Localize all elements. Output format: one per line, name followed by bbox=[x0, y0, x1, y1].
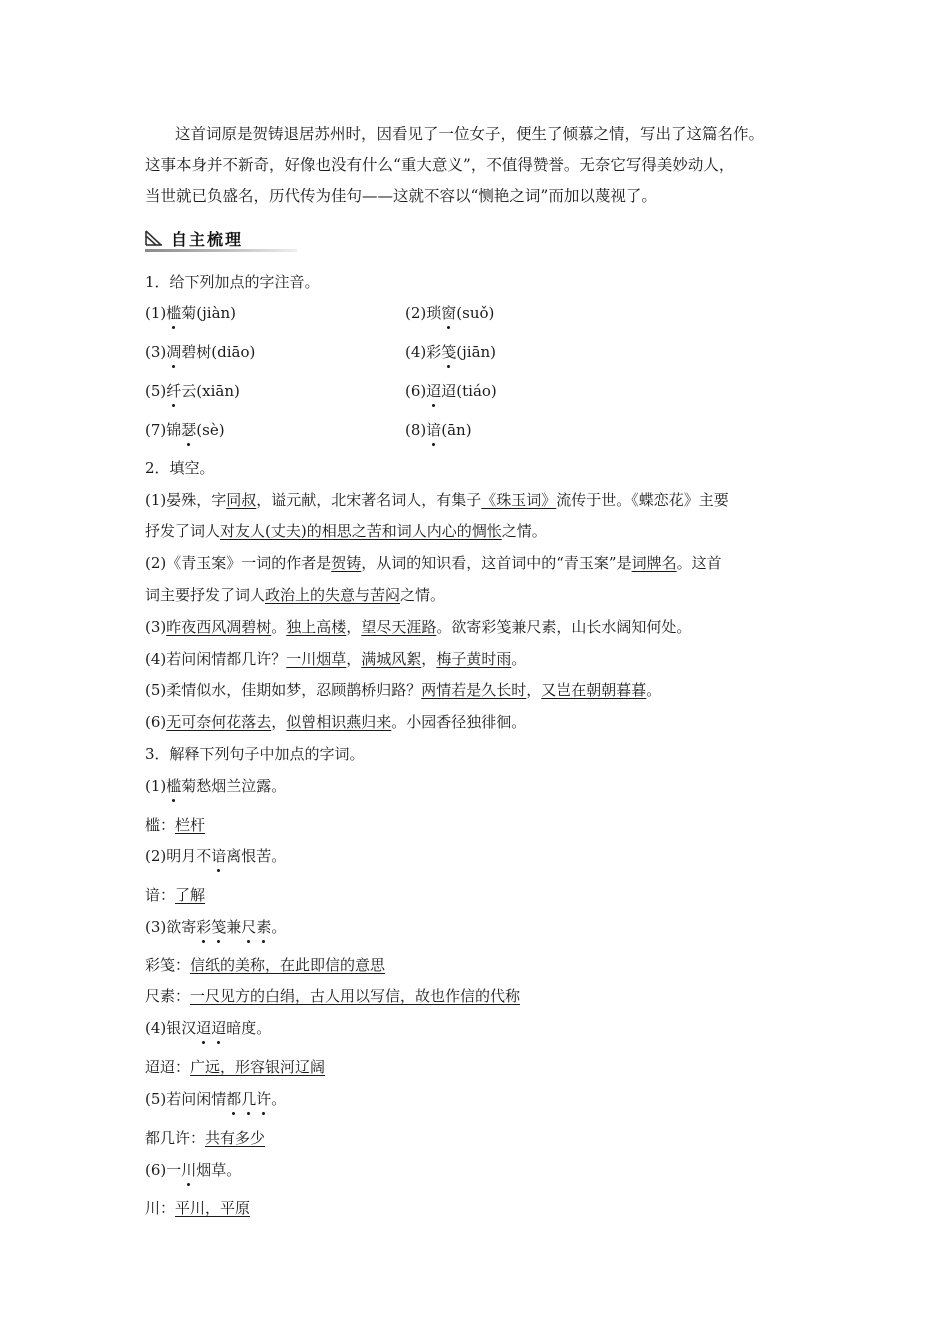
dotted-char: 槛 bbox=[166, 777, 182, 795]
answer-blank: 同叔 bbox=[226, 491, 257, 509]
q3-sentence-6: (6)一川烟草。 bbox=[145, 1161, 242, 1179]
q3-answer-5: 迢迢：广远，形容银河辽阔 bbox=[145, 1058, 326, 1076]
q3-sentence-2: (2)明月不谙离恨苦。 bbox=[145, 847, 287, 865]
q1-item-2: (2)琐窗(suǒ) bbox=[405, 304, 495, 322]
answer-blank: 望尽天涯路 bbox=[361, 618, 437, 636]
q2-line-5: (3)昨夜西风凋碧树。独上高楼，望尽天涯路。欲寄彩笺兼尺素，山长水阔知何处。 bbox=[145, 618, 692, 636]
answer-blank: 平川，平原 bbox=[175, 1199, 251, 1217]
answer-blank: 栏杆 bbox=[175, 816, 206, 834]
q2-line-4: 词主要抒发了词人政治上的失意与苦闷之情。 bbox=[145, 586, 446, 604]
dotted-char: 窗 bbox=[441, 304, 457, 322]
q2-title: 2．填空。 bbox=[145, 459, 215, 477]
answer-blank: 词牌名 bbox=[631, 554, 677, 572]
q2-line-3: (2)《青玉案》一词的作者是贺铸，从词的知识看，这首词中的“青玉案”是词牌名。这首 bbox=[145, 554, 722, 572]
q2-line-2: 抒发了词人对友人(丈夫)的相思之苦和词人内心的惆怅之情。 bbox=[145, 522, 547, 540]
q1-item-8: (8)谙(ān) bbox=[405, 421, 472, 439]
q1-row-4 bbox=[145, 420, 472, 440]
q1-row-1 bbox=[145, 303, 495, 323]
dotted-char: 迢 bbox=[426, 382, 442, 400]
q3-sentence-1: (1)槛菊愁烟兰泣露。 bbox=[145, 777, 287, 795]
q3-sentence-5: (5)若问闲情都几许。 bbox=[145, 1090, 287, 1108]
q2-line-7: (5)柔情似水，佳期如梦，忍顾鹊桥归路？两情若是久长时，又岂在朝朝暮暮。 bbox=[145, 681, 662, 699]
q3-answer-7: 川：平川，平原 bbox=[145, 1199, 251, 1217]
diagonal-lines-icon bbox=[145, 230, 163, 246]
q3-sentence-4: (4)银汉迢迢暗度。 bbox=[145, 1019, 272, 1037]
dotted-char: 凋 bbox=[166, 343, 182, 361]
answer-blank: 一尺见方的白绢，古人用以写信，故也作信的代称 bbox=[190, 987, 521, 1005]
q3-answer-4: 尺素：一尺见方的白绢，古人用以写信，故也作信的代称 bbox=[145, 987, 521, 1005]
section-heading-rule bbox=[145, 249, 297, 252]
dotted-char: 素 bbox=[256, 918, 272, 936]
answer-blank: 贺铸 bbox=[331, 554, 362, 572]
q1-row-2 bbox=[145, 342, 497, 362]
q3-answer-2: 谙：了解 bbox=[145, 886, 206, 904]
dotted-char: 笺 bbox=[211, 918, 227, 936]
answer-blank: 了解 bbox=[175, 886, 206, 904]
answer-blank: 信纸的美称，在此即信的意思 bbox=[190, 956, 386, 974]
q3-answer-6: 都几许：共有多少 bbox=[145, 1129, 266, 1147]
dotted-char: 川 bbox=[181, 1161, 197, 1179]
dotted-char: 迢 bbox=[211, 1019, 227, 1037]
dotted-char: 瑟 bbox=[181, 421, 197, 439]
intro-line-2: 这事本身并不新奇，好像也没有什么“重大意义”，不值得赞誉。无奈它写得美妙动人， bbox=[145, 156, 735, 174]
q1-item-5: (5)纤云(xiān) bbox=[145, 382, 240, 400]
section-heading bbox=[145, 226, 297, 252]
dotted-char: 谙 bbox=[211, 847, 227, 865]
answer-blank: 对友人(丈夫)的相思之苦和词人内心的惆怅 bbox=[220, 522, 502, 540]
q2-line-6: (4)若问闲情都几许？一川烟草，满城风絮，梅子黄时雨。 bbox=[145, 650, 527, 668]
section-heading-text: 自主梳理 bbox=[171, 230, 244, 249]
q2-line-8: (6)无可奈何花落去，似曾相识燕归来。小园香径独徘徊。 bbox=[145, 713, 527, 731]
dotted-char: 几 bbox=[241, 1090, 257, 1108]
q1-item-1: (1)槛菊(jiàn) bbox=[145, 304, 237, 322]
dotted-char: 尺 bbox=[241, 918, 257, 936]
q1-item-6: (6)迢迢(tiáo) bbox=[405, 382, 497, 400]
answer-blank: 梅子黄时雨 bbox=[436, 650, 512, 668]
answer-blank: 无可奈何花落去 bbox=[166, 713, 272, 731]
q3-answer-1: 槛：栏杆 bbox=[145, 816, 206, 834]
q3-answer-3: 彩笺：信纸的美称，在此即信的意思 bbox=[145, 956, 386, 974]
answer-blank: 政治上的失意与苦闷 bbox=[265, 586, 401, 604]
q1-item-3: (3)凋碧树(diāo) bbox=[145, 343, 256, 361]
intro-line-3: 当世就已负盛名，历代传为佳句——这就不容以“恻艳之词”而加以蔑视了。 bbox=[145, 187, 657, 205]
q1-item-7: (7)锦瑟(sè) bbox=[145, 421, 225, 439]
answer-blank: 广远，形容银河辽阔 bbox=[190, 1058, 326, 1076]
answer-blank: 一川烟草 bbox=[286, 650, 347, 668]
answer-blank: 共有多少 bbox=[205, 1129, 266, 1147]
dotted-char: 槛 bbox=[166, 304, 182, 322]
answer-blank: 昨夜西风凋碧树 bbox=[166, 618, 272, 636]
answer-blank: 《珠玉词》 bbox=[481, 491, 557, 509]
q1-row-3 bbox=[145, 381, 497, 401]
q1-title: 1．给下列加点的字注音。 bbox=[145, 273, 320, 291]
q3-sentence-3: (3)欲寄彩笺兼尺素。 bbox=[145, 918, 287, 936]
dotted-char: 彩 bbox=[196, 918, 212, 936]
dotted-char: 纤 bbox=[166, 382, 182, 400]
q3-title: 3．解释下列句子中加点的字词。 bbox=[145, 745, 365, 763]
dotted-char: 谙 bbox=[426, 421, 442, 439]
answer-blank: 似曾相识燕归来 bbox=[286, 713, 392, 731]
answer-blank: 独上高楼 bbox=[286, 618, 347, 636]
q2-line-1: (1)晏殊，字同叔，谥元献，北宋著名词人，有集子《珠玉词》流传于世。《蝶恋花》主要 bbox=[145, 491, 729, 509]
dotted-char: 笺 bbox=[441, 343, 457, 361]
intro-line-1: 这首词原是贺铸退居苏州时，因看见了一位女子，便生了倾慕之情，写出了这篇名作。 bbox=[175, 125, 765, 143]
dotted-char: 都 bbox=[226, 1090, 242, 1108]
q1-item-4: (4)彩笺(jiān) bbox=[405, 343, 497, 361]
answer-blank: 满城风絮 bbox=[361, 650, 422, 668]
answer-blank: 又岂在朝朝暮暮 bbox=[541, 681, 647, 699]
dotted-char: 许 bbox=[256, 1090, 272, 1108]
answer-blank: 两情若是久长时 bbox=[421, 681, 527, 699]
dotted-char: 迢 bbox=[196, 1019, 212, 1037]
